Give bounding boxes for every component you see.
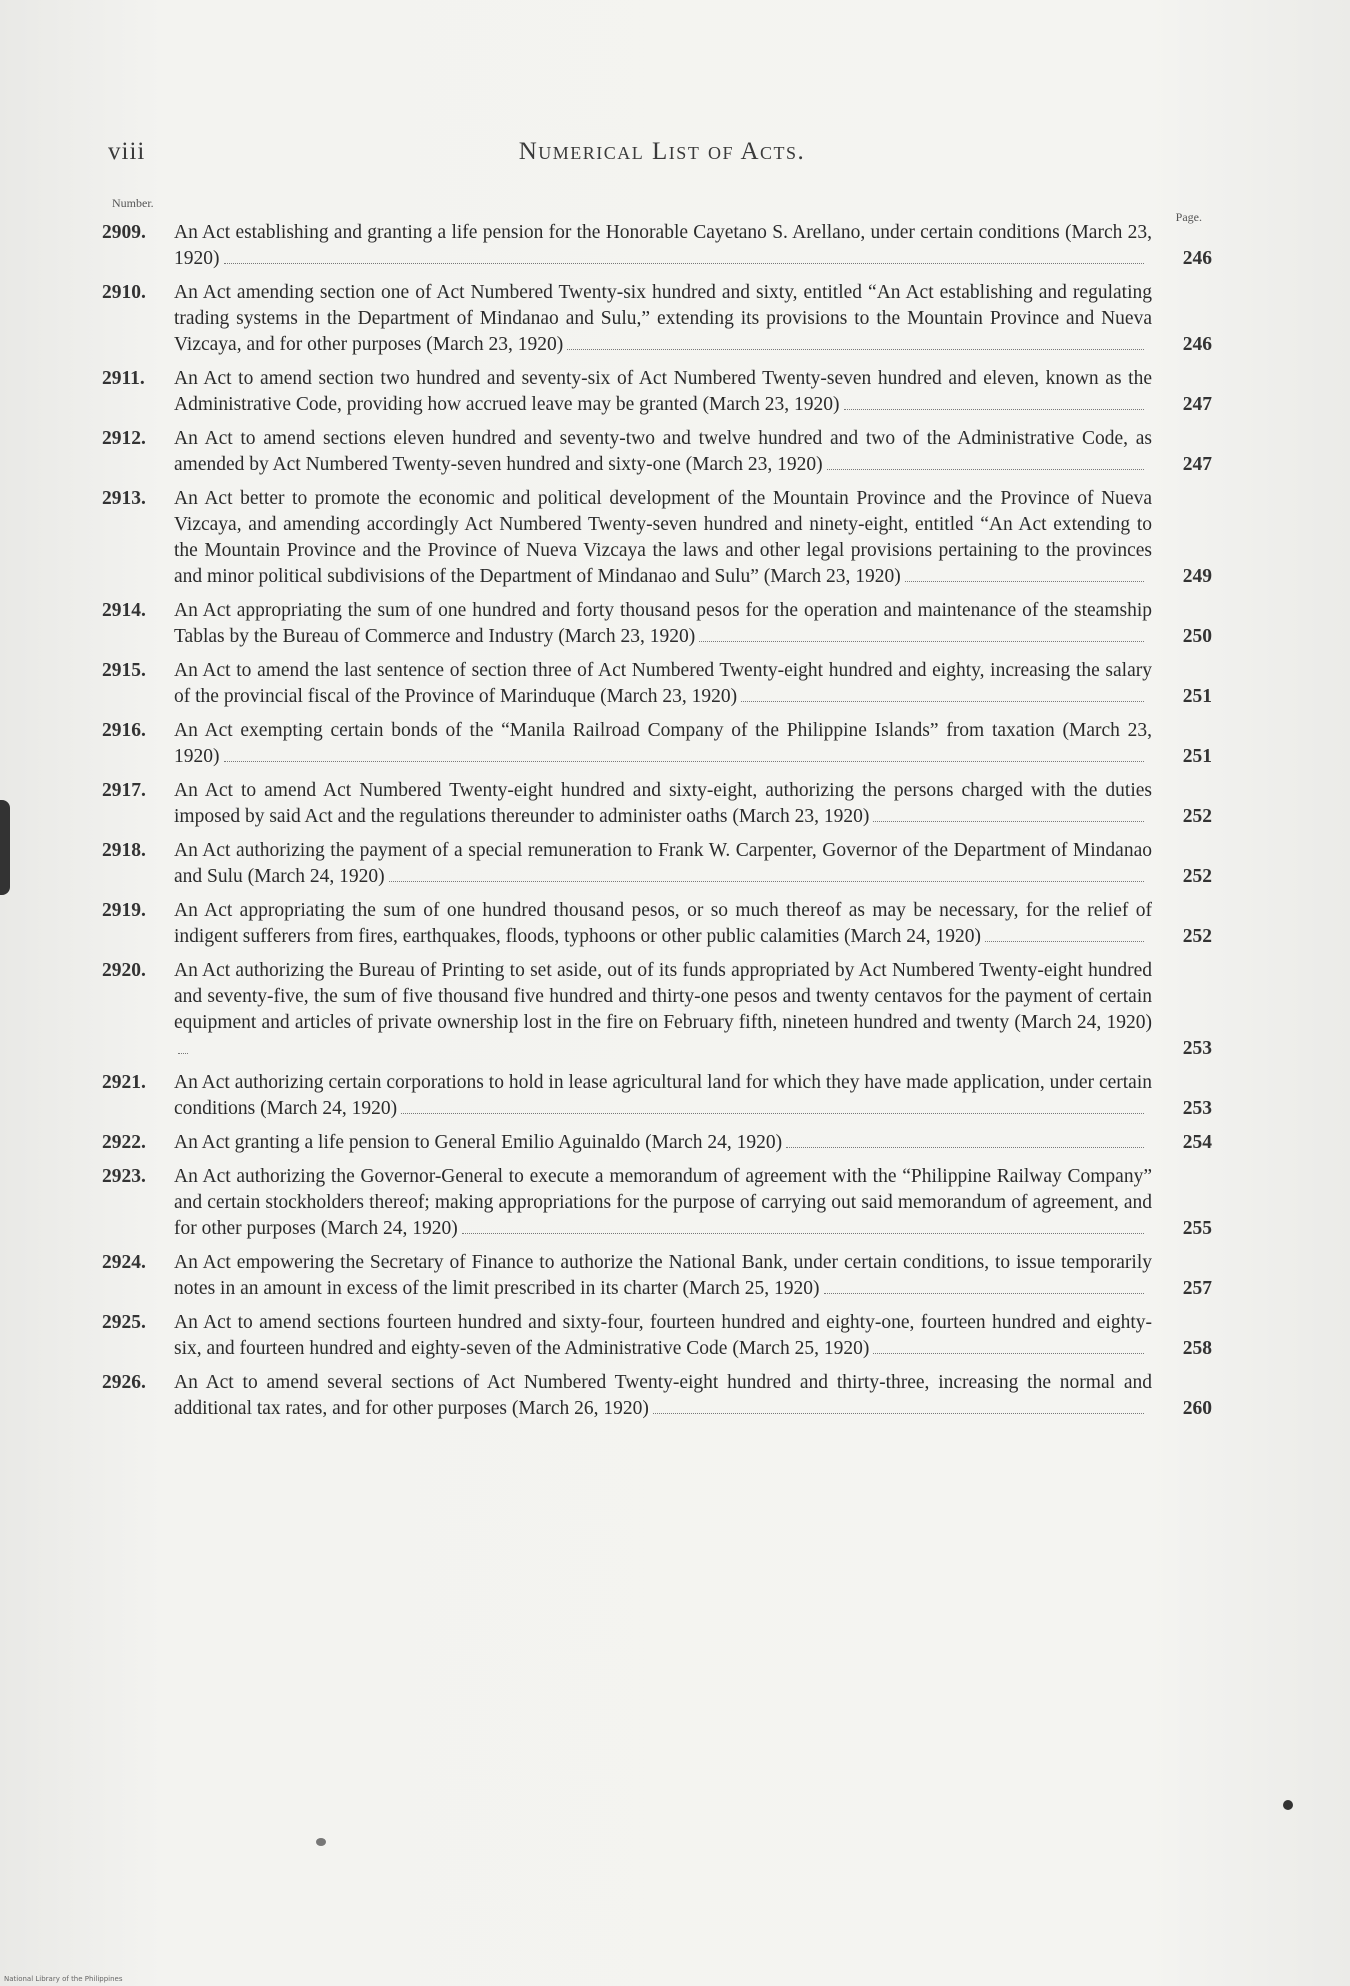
act-title-text: An Act better to promote the economic and political development of the Mountain Province and the Province of Nueva Vizcaya, and amending accordingly Act Numbered Twenty-seven hundred and ninety-eight, entitled “An Act extending to the Mountain Province and the Province of Nueva Vizcaya the laws and other legal provisions pertaining to the provinces and minor political subdivisions of the Department of Mindanao and Sulu” (March 23, 1920) — [174, 488, 1152, 587]
page-reference: 251 — [1182, 746, 1212, 767]
ink-dot — [1283, 1800, 1293, 1810]
act-entry — [102, 1310, 1212, 1362]
act-number: 2921. — [102, 1072, 146, 1093]
act-entry — [102, 366, 1212, 418]
act-title-text: An Act to amend sections eleven hundred and seventy-two and twelve hundred and two of the Administrative Code, as amended by Act Numbered Twenty-seven hundred and sixty-one (March 23, 1920) — [174, 428, 1152, 475]
act-title-text: An Act to amend sections fourteen hundred and sixty-four, fourteen hundred and eighty-one, fourteen hundred and eighty-six, and fourteen hundred and eighty-seven of the Administrative Code (March 25, 1920) — [174, 1312, 1152, 1359]
act-title-text: An Act authorizing certain corporations to hold in lease agricultural land for which they have made application, under certain conditions (March 24, 1920) — [174, 1072, 1152, 1119]
act-title — [174, 658, 1152, 710]
act-number: 2913. — [102, 488, 146, 509]
act-entry — [102, 426, 1212, 478]
page-reference: 252 — [1182, 926, 1212, 947]
act-title-text: An Act amending section one of Act Numbered Twenty-six hundred and sixty, entitled “An Act establishing and regulating trading systems in the Department of Mindanao and Sulu,” extending its provisions to the Mountain Province and Nueva Vizcaya, and for other purposes (March 23, 1920) — [174, 282, 1152, 355]
act-number: 2912. — [102, 428, 146, 449]
dot-leader — [401, 1113, 1144, 1114]
page-reference: 253 — [1182, 1098, 1212, 1119]
page-reference: 252 — [1182, 806, 1212, 827]
act-title-text: An Act authorizing the payment of a special remuneration to Frank W. Carpenter, Governor of the Department of Mindanao and Sulu (March 24, 1920) — [174, 840, 1152, 887]
act-title — [174, 838, 1152, 890]
page-header — [108, 138, 1216, 178]
dot-leader — [786, 1147, 1144, 1148]
act-number: 2916. — [102, 720, 146, 741]
act-title — [174, 366, 1152, 418]
act-entry — [102, 778, 1212, 830]
act-number: 2925. — [102, 1312, 146, 1333]
act-title-text: An Act authorizing the Governor-General to execute a memorandum of agreement with the “Philippine Railway Company” and certain stockholders thereof; making appropriations for the purpose of carrying out said memorandum of agreement, and for other purposes (March 24, 1920) — [174, 1166, 1152, 1239]
act-entry — [102, 838, 1212, 890]
dot-leader — [389, 881, 1144, 882]
page-reference: 258 — [1182, 1338, 1212, 1359]
dot-leader — [873, 821, 1144, 822]
dot-leader — [827, 469, 1144, 470]
page-reference: 246 — [1182, 334, 1212, 355]
act-entry — [102, 280, 1212, 358]
act-entry — [102, 486, 1212, 590]
act-entry — [102, 598, 1212, 650]
page-reference: 252 — [1182, 866, 1212, 887]
act-title-text: An Act authorizing the Bureau of Printing to set aside, out of its funds appropriated by Act Numbered Twenty-eight hundred and seventy-five, the sum of five thousand five hundred and thirty-one pesos and twenty centavos for the payment of certain equipment and articles of private ownership lost in the fire on February fifth, nineteen hundred and twenty (March 24, 1920) — [174, 960, 1152, 1033]
page-reference: 253 — [1182, 1038, 1212, 1059]
act-number: 2920. — [102, 960, 146, 981]
act-entry — [102, 1130, 1212, 1156]
act-number: 2926. — [102, 1372, 146, 1393]
dot-leader — [567, 349, 1144, 350]
act-entry — [102, 220, 1212, 272]
act-title — [174, 1310, 1152, 1362]
dot-leader — [224, 761, 1145, 762]
column-labels — [112, 196, 1202, 224]
act-title-text: An Act appropriating the sum of one hundred and forty thousand pesos for the operation and maintenance of the steamship Tablas by the Bureau of Commerce and Industry (March 23, 1920) — [174, 600, 1152, 647]
dot-leader — [824, 1293, 1145, 1294]
dot-leader — [844, 409, 1144, 410]
page-reference: 260 — [1182, 1398, 1212, 1419]
page-reference: 247 — [1182, 394, 1212, 415]
act-title-text: An Act exempting certain bonds of the “Manila Railroad Company of the Philippine Islands” from taxation (March 23, 1920) — [174, 720, 1152, 767]
act-title — [174, 598, 1152, 650]
page-reference: 247 — [1182, 454, 1212, 475]
act-number: 2909. — [102, 222, 146, 243]
dot-leader — [985, 941, 1144, 942]
act-title — [174, 898, 1152, 950]
act-entry — [102, 718, 1212, 770]
act-title — [174, 1370, 1152, 1422]
act-entry — [102, 658, 1212, 710]
act-title — [174, 1164, 1152, 1242]
dot-leader — [653, 1413, 1144, 1414]
act-title-text: An Act empowering the Secretary of Finance to authorize the National Bank, under certain conditions, to issue temporarily notes in an amount in excess of the limit prescribed in its charter (March 25, 1920) — [174, 1252, 1152, 1299]
act-entry — [102, 1370, 1212, 1422]
ink-spot — [316, 1838, 326, 1846]
number-column-label: Number. — [112, 196, 154, 210]
act-number: 2923. — [102, 1166, 146, 1187]
act-number: 2910. — [102, 282, 146, 303]
acts-list — [102, 220, 1212, 1430]
act-title — [174, 426, 1152, 478]
act-entry — [102, 1164, 1212, 1242]
page-reference: 249 — [1182, 566, 1212, 587]
page-title: Numerical List of Acts. — [518, 138, 806, 165]
act-entry — [102, 898, 1212, 950]
act-number: 2914. — [102, 600, 146, 621]
act-number: 2917. — [102, 780, 146, 801]
act-title-text: An Act to amend several sections of Act Numbered Twenty-eight hundred and thirty-three, increasing the normal and additional tax rates, and for other purposes (March 26, 1920) — [174, 1372, 1152, 1419]
act-entry — [102, 1250, 1212, 1302]
act-number: 2922. — [102, 1132, 146, 1153]
act-number: 2919. — [102, 900, 146, 921]
page-number: viii — [108, 138, 146, 165]
scan-stamp: National Library of the Philippines — [4, 1975, 123, 1983]
act-title — [174, 280, 1152, 358]
dot-leader — [224, 263, 1145, 264]
dot-leader — [905, 581, 1144, 582]
dot-leader — [741, 701, 1144, 702]
act-title — [174, 718, 1152, 770]
act-number: 2915. — [102, 660, 146, 681]
act-entry — [102, 1070, 1212, 1122]
page-reference: 251 — [1182, 686, 1212, 707]
act-title — [174, 1130, 1152, 1156]
act-title — [174, 486, 1152, 590]
act-title-text: An Act to amend Act Numbered Twenty-eight hundred and sixty-eight, authorizing the persons charged with the duties imposed by said Act and the regulations thereunder to administer oaths (March 23, 1920) — [174, 780, 1152, 827]
binding-tab-mark — [0, 800, 10, 895]
page-reference: 250 — [1182, 626, 1212, 647]
act-title — [174, 1070, 1152, 1122]
dot-leader — [178, 1053, 188, 1054]
act-entry — [102, 958, 1212, 1062]
dot-leader — [462, 1233, 1144, 1234]
act-title-text: An Act granting a life pension to General Emilio Aguinaldo (March 24, 1920) — [174, 1132, 783, 1153]
dot-leader — [873, 1353, 1144, 1354]
act-number: 2918. — [102, 840, 146, 861]
act-title — [174, 958, 1152, 1062]
page-reference: 255 — [1182, 1218, 1212, 1239]
act-number: 2924. — [102, 1252, 146, 1273]
page-reference: 254 — [1182, 1132, 1212, 1153]
act-title-text: An Act establishing and granting a life pension for the Honorable Cayetano S. Arellano, under certain conditions (March 23, 1920) — [174, 222, 1152, 269]
act-title — [174, 1250, 1152, 1302]
page-reference: 257 — [1182, 1278, 1212, 1299]
act-title — [174, 778, 1152, 830]
act-title — [174, 220, 1152, 272]
page-column-label: Page. — [1175, 210, 1202, 224]
act-title-text: An Act to amend the last sentence of section three of Act Numbered Twenty-eight hundred and eighty, increasing the salary of the provincial fiscal of the Province of Marinduque (March 23, 1920) — [174, 660, 1152, 707]
page-reference: 246 — [1182, 248, 1212, 269]
act-title-text: An Act appropriating the sum of one hundred thousand pesos, or so much thereof as may be necessary, for the relief of indigent sufferers from fires, earthquakes, floods, typhoons or other public calamities (March 24, 1920) — [174, 900, 1152, 947]
act-title-text: An Act to amend section two hundred and seventy-six of Act Numbered Twenty-seven hundred and eleven, known as the Administrative Code, providing how accrued leave may be granted (March 23, 1920) — [174, 368, 1152, 415]
dot-leader — [699, 641, 1144, 642]
act-number: 2911. — [102, 368, 145, 389]
